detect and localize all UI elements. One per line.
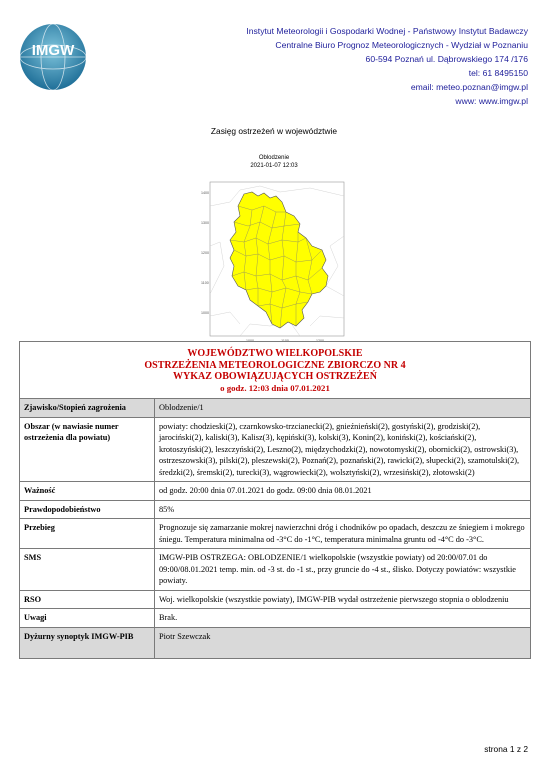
office-name: Centralne Biuro Prognoz Meteorologicznych - Wydział w Poznaniu — [275, 40, 528, 50]
institute-name: Instytut Meteorologii i Gospodarki Wodnej - Państwowy Instytut Badawczy — [246, 26, 528, 36]
table-row — [20, 500, 531, 519]
x-tick: 1200 — [316, 339, 324, 343]
heading-region: WOJEWÓDZTWO WIELKOPOLSKIE — [187, 348, 363, 359]
row-label: Przebieg — [20, 519, 155, 549]
y-axis-ticks — [201, 191, 209, 315]
table-row — [20, 627, 531, 658]
phone: tel: 61 8495150 — [468, 68, 528, 78]
y-tick: 1000 — [201, 311, 209, 315]
table-row — [20, 609, 531, 628]
table-row — [20, 417, 531, 482]
table-row — [20, 482, 531, 501]
table-row — [20, 399, 531, 418]
map-datetime: 2021-01-07 12:03 — [250, 163, 298, 169]
heading-warnings: OSTRZEŻENIA METEOROLOGICZNE ZBIORCZO NR 4 — [144, 359, 406, 371]
row-value: od godz. 20:00 dnia 07.01.2021 do godz. 09:00 dnia 08.01.2021 — [155, 482, 531, 501]
row-label: Obszar (w nawiasie numer ostrzeżenia dla powiatu) — [20, 417, 155, 482]
x-tick: 1000 — [246, 339, 254, 343]
heading-list: WYKAZ OBOWIĄZUJĄCYCH OSTRZEŻEŃ — [173, 371, 377, 382]
logo-text: IMGW — [31, 42, 75, 59]
y-tick: 1100 — [201, 281, 209, 285]
table-row — [20, 549, 531, 591]
row-value: Piotr Szewczak — [155, 627, 531, 658]
address: 60-594 Poznań ul. Dąbrowskiego 174 /176 — [365, 54, 528, 64]
email-line — [411, 80, 528, 94]
page-number: strona 1 z 2 — [484, 744, 528, 754]
row-value: IMGW-PIB OSTRZEGA: OBLODZENIE/1 wielkopolskie (wszystkie powiaty) od 20:00/07.01 do 09:00/08.01.2021 temp. min. od -3 st. do -1 st., przy gruncie do -4 st., ślisko. Dotyczy powiatów: wszystkie powiaty. — [155, 549, 531, 591]
email-label: email: — [410, 82, 434, 92]
row-label: RSO — [20, 590, 155, 609]
www-line — [455, 94, 528, 108]
row-label: Uwagi — [20, 609, 155, 628]
y-tick: 1200 — [201, 251, 209, 255]
row-label: Zjawisko/Stopień zagrożenia — [20, 399, 155, 418]
map-title-block — [200, 154, 348, 170]
x-tick: 1100 — [281, 339, 289, 343]
table-heading-row — [20, 342, 531, 399]
y-tick: 1400 — [201, 191, 209, 195]
row-label: SMS — [20, 549, 155, 591]
row-value: powiaty: chodzieski(2), czarnkowsko-trzcianecki(2), gnieźnieński(2), gostyński(2), grodziski(2), jarociński(2), kaliski(3), Kalisz(3), kępiński(3), kolski(3), Konin(2), koniński(2), kościański(2), krotoszyński(2), leszczyński(2), Leszno(2), międzychodzki(2), nowotomyski(2), obornicki(2), ostrowski(3), ostrzeszowski(3), pilski(2), pleszewski(2), Poznań(2), poznański(2), rawicki(2), słupecki(2), szamotulski(2), średzki(2), śremski(2), turecki(3), wągrowiecki(2), wolsztyński(2), wrzesiński(2), złotowski(2) — [155, 417, 531, 482]
warning-map — [200, 176, 348, 344]
table-heading — [20, 342, 531, 399]
heading-date: o godz. 12:03 dnia 07.01.2021 — [220, 382, 330, 393]
imgw-logo — [18, 22, 88, 92]
table-row — [20, 519, 531, 549]
row-label: Ważność — [20, 482, 155, 501]
row-label: Dyżurny synoptyk IMGW-PIB — [20, 627, 155, 658]
map-title: Oblodzenie — [258, 155, 290, 161]
row-value: Oblodzenie/1 — [155, 399, 531, 418]
y-tick: 1300 — [201, 221, 209, 225]
row-value: 85% — [155, 500, 531, 519]
row-label: Prawdopodobieństwo — [20, 500, 155, 519]
row-value: Woj. wielkopolskie (wszystkie powiaty), IMGW-PIB wydał ostrzeżenie pierwszego stopnia o oblodzeniu — [155, 590, 531, 609]
row-value: Prognozuje się zamarzanie mokrej nawierzchni dróg i chodników po opadach, deszczu ze śniegiem i mokrego śniegu. Temperatura minimalna od -3°C do -1°C, temperatura minimalna gruntu od -4°C do -3°C. — [155, 519, 531, 549]
www-label: www: — [455, 96, 477, 106]
row-value: Brak. — [155, 609, 531, 628]
section-title: Zasięg ostrzeżeń w województwie — [210, 126, 338, 136]
table-row — [20, 590, 531, 609]
www-link[interactable]: www.imgw.pl — [478, 96, 528, 106]
warning-table — [19, 341, 531, 659]
email-link[interactable]: meteo.poznan@imgw.pl — [436, 82, 528, 92]
